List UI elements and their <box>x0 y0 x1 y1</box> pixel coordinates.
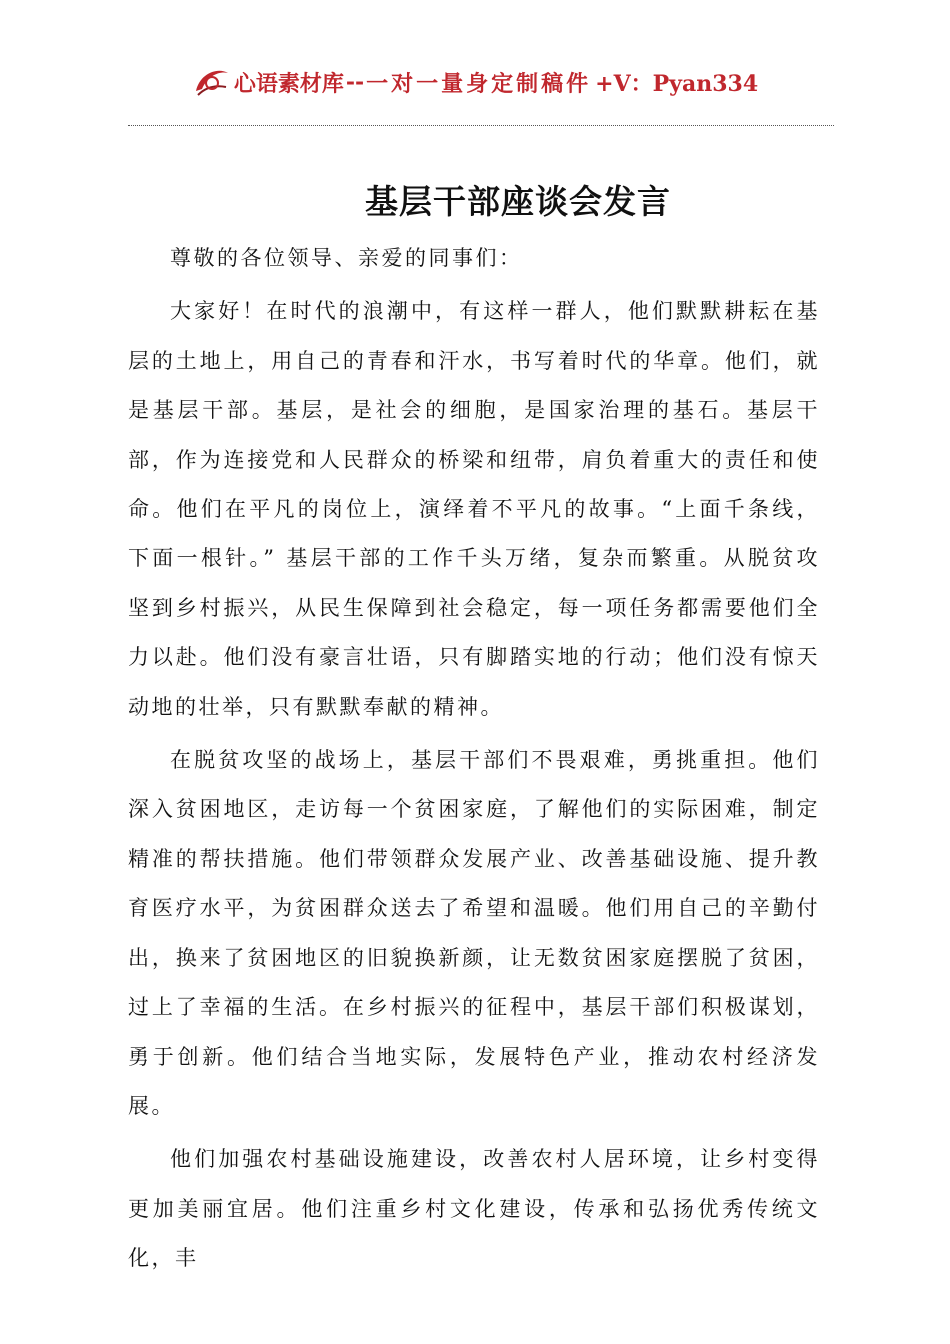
document-body <box>128 234 820 1284</box>
leaf-swirl-icon <box>192 65 232 99</box>
paragraph-2: 在脱贫攻坚的战场上，基层干部们不畏艰难，勇挑重担。他们深入贫困地区，走访每一个贫困家庭，了解他们的实际困难，制定精准的帮扶措施。他们带领群众发展产业、改善基础设施、提升教育医疗水平，为贫困群众送去了希望和温暖。他们用自己的辛勤付出，换来了贫困地区的旧貌换新颜，让无数贫困家庭摆脱了贫困，过上了幸福的生活。在乡村振兴的征程中，基层干部们积极谋划，勇于创新。他们结合当地实际，发展特色产业，推动农村经济发展。 <box>128 748 820 1118</box>
header-contact: +V：Pyan334 <box>595 70 759 97</box>
document-title: 基层干部座谈会发言 <box>365 182 671 221</box>
header-slogan: 一对一量身定制稿件 <box>366 70 592 97</box>
paragraph-3: 他们加强农村基础设施建设，改善农村人居环境，让乡村变得更加美丽宜居。他们注重乡村文化建设，传承和弘扬优秀传统文化，丰 <box>128 1147 820 1271</box>
paragraph-1: 大家好！在时代的浪潮中，有这样一群人，他们默默耕耘在基层的土地上，用自己的青春和汗水，书写着时代的华章。他们，就是基层干部。基层，是社会的细胞，是国家治理的基石。基层干部，作为连接党和人民群众的桥梁和纽带，肩负着重大的责任和使命。他们在平凡的岗位上，演绎着不平凡的故事。“上面千条线，下面一根针。” 基层干部的工作千头万绪，复杂而繁重。从脱贫攻坚到乡村振兴，从民生保障到社会稳定，每一项任务都需要他们全力以赴。他们没有豪言壮语，只有脚踏实地的行动；他们没有惊天动地的壮举，只有默默奉献的精神。 <box>128 299 820 719</box>
brand-name: 心语素材库 <box>233 70 344 97</box>
header-dash: -- <box>345 69 365 95</box>
header-divider <box>128 125 834 126</box>
page-header <box>0 62 950 102</box>
salutation: 尊敬的各位领导、亲爱的同事们： <box>170 246 523 270</box>
